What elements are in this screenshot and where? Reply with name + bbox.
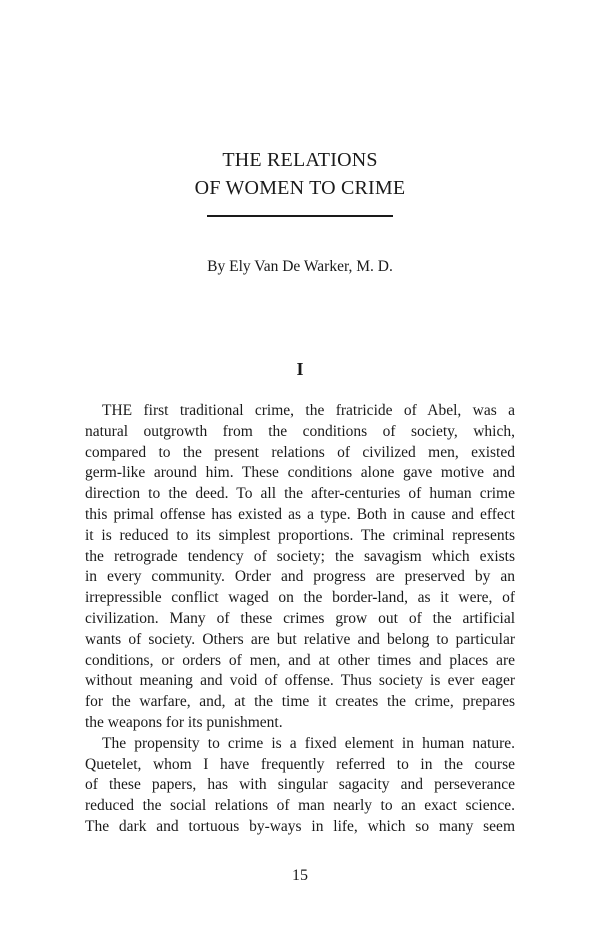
text-line: the retrograde tendency of society; the savagism which exists [85, 547, 515, 565]
paragraph [85, 401, 515, 734]
text-line: in every community. Order and progress are preserved by an [85, 568, 515, 586]
text-line: civilization. Many of these crimes grow out of the artificial [85, 609, 515, 627]
text-line: natural outgrowth from the conditions of society, which, [85, 422, 515, 440]
text-line: of these papers, has with singular sagacity and perseverance [85, 776, 515, 794]
text-line: irrepressible conflict waged on the border-land, as it were, of [85, 589, 515, 607]
text-line: compared to the present relations of civilized men, existed [85, 443, 515, 461]
chapter-title-line-2: OF WOMEN TO CRIME [194, 177, 406, 199]
text-line: germ-like around him. These conditions alone gave motive and [85, 464, 515, 482]
text-line: reduced the social relations of man nearly to an exact science. [85, 797, 515, 815]
text-line: The propensity to crime is a fixed element in human nature. [102, 734, 515, 752]
section-number: I [296, 359, 304, 379]
chapter-title-line-1: THE RELATIONS [222, 149, 378, 171]
text-line: for the warfare, and, at the time it creates the crime, prepares [85, 693, 515, 711]
text-line: The dark and tortuous by-ways in life, which so many seem [85, 817, 515, 835]
text-line: the weapons for its punishment. [85, 713, 283, 731]
text-line: wants of society. Others are but relative and belong to particular [85, 630, 515, 648]
author-byline: By Ely Van De Warker, M. D. [207, 258, 393, 275]
text-line: it is reduced to its simplest proportions. The criminal represents [85, 526, 515, 544]
chapter-title [0, 146, 600, 202]
body-text [85, 401, 515, 838]
text-line: direction to the deed. To all the after-centuries of human crime [85, 485, 515, 503]
title-divider [207, 215, 393, 217]
text-line: conditions, or orders of men, and at other times and places are [85, 651, 515, 669]
page-number: 15 [292, 867, 308, 884]
text-line: without meaning and void of offense. Thus society is ever eager [85, 672, 515, 690]
text-line: THE first traditional crime, the fratricide of Abel, was a [102, 402, 515, 419]
paragraph [85, 734, 515, 838]
text-line: Quetelet, whom I have frequently referred to in the course [85, 755, 515, 773]
text-line: this primal offense has existed as a type. Both in cause and effect [85, 505, 515, 523]
